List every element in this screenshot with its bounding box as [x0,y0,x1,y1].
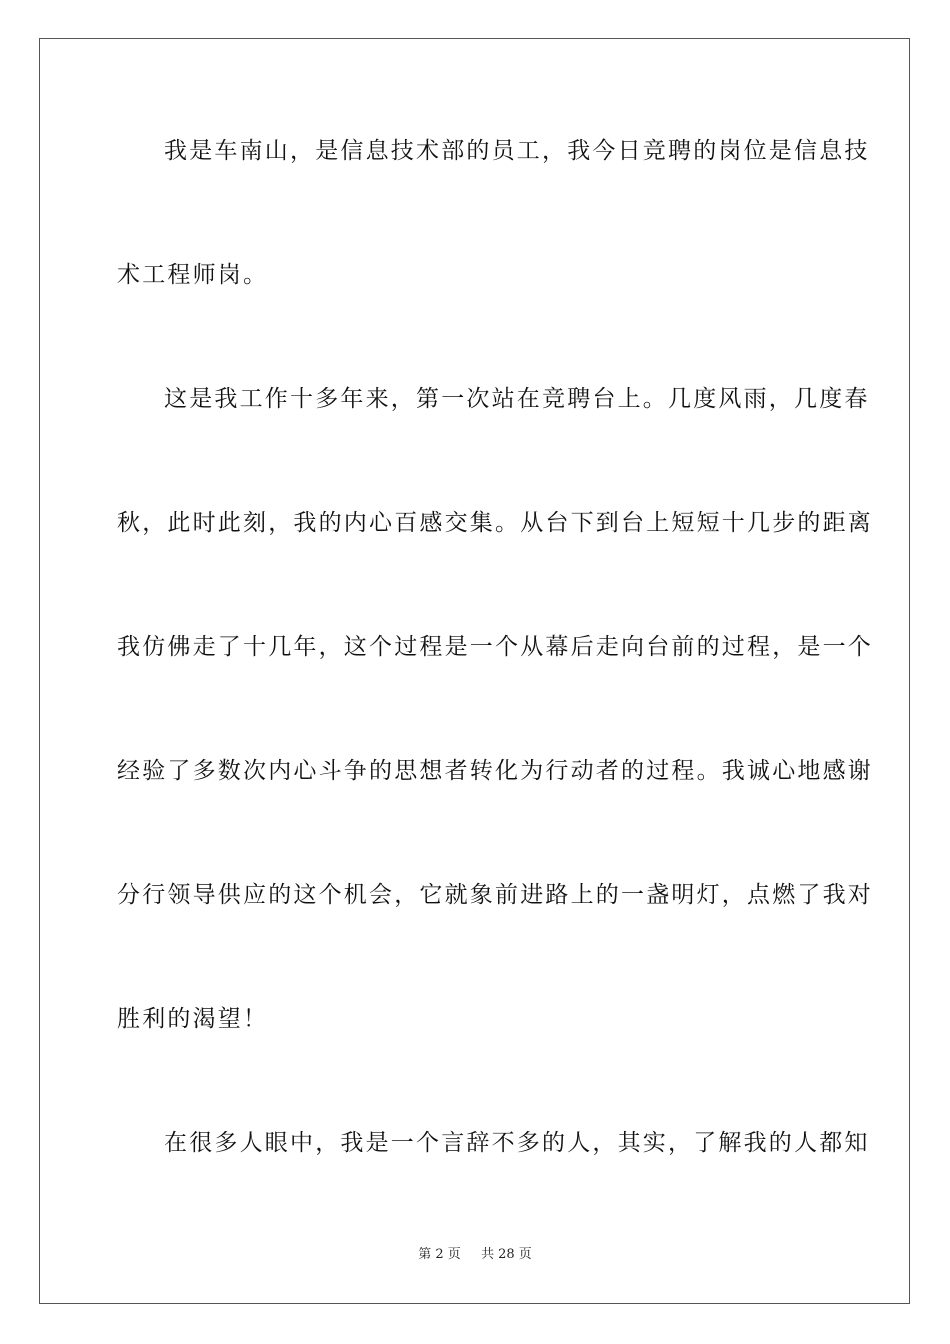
paragraph-2-line-5: 分行领导供应的这个机会，它就象前进路上的一盏明灯，点燃了我对 [117,882,873,908]
paragraph-2-line-6: 胜利的渴望！ [117,1006,269,1032]
paragraph-1-line-2: 术工程师岗。 [117,262,269,288]
total-pages: 共 28 页 [480,1247,532,1262]
paragraph-2-line-3: 我仿佛走了十几年，这个过程是一个从幕后走向台前的过程，是一个 [117,634,873,660]
paragraph-2-line-2: 秋，此时此刻，我的内心百感交集。从台下到台上短短十几步的距离 [117,510,873,536]
page-footer [0,1246,950,1264]
paragraph-3-line-1: 在很多人眼中，我是一个言辞不多的人，其实，了解我的人都知 [164,1130,870,1156]
page-frame [39,38,910,1304]
paragraph-1-line-1: 我是车南山，是信息技术部的员工，我今日竞聘的岗位是信息技 [164,138,870,164]
paragraph-2-line-1: 这是我工作十多年来，第一次站在竞聘台上。几度风雨，几度春 [164,386,870,412]
paragraph-2-line-4: 经验了多数次内心斗争的思想者转化为行动者的过程。我诚心地感谢 [117,758,873,784]
page-number: 第 2 页 [418,1247,461,1262]
